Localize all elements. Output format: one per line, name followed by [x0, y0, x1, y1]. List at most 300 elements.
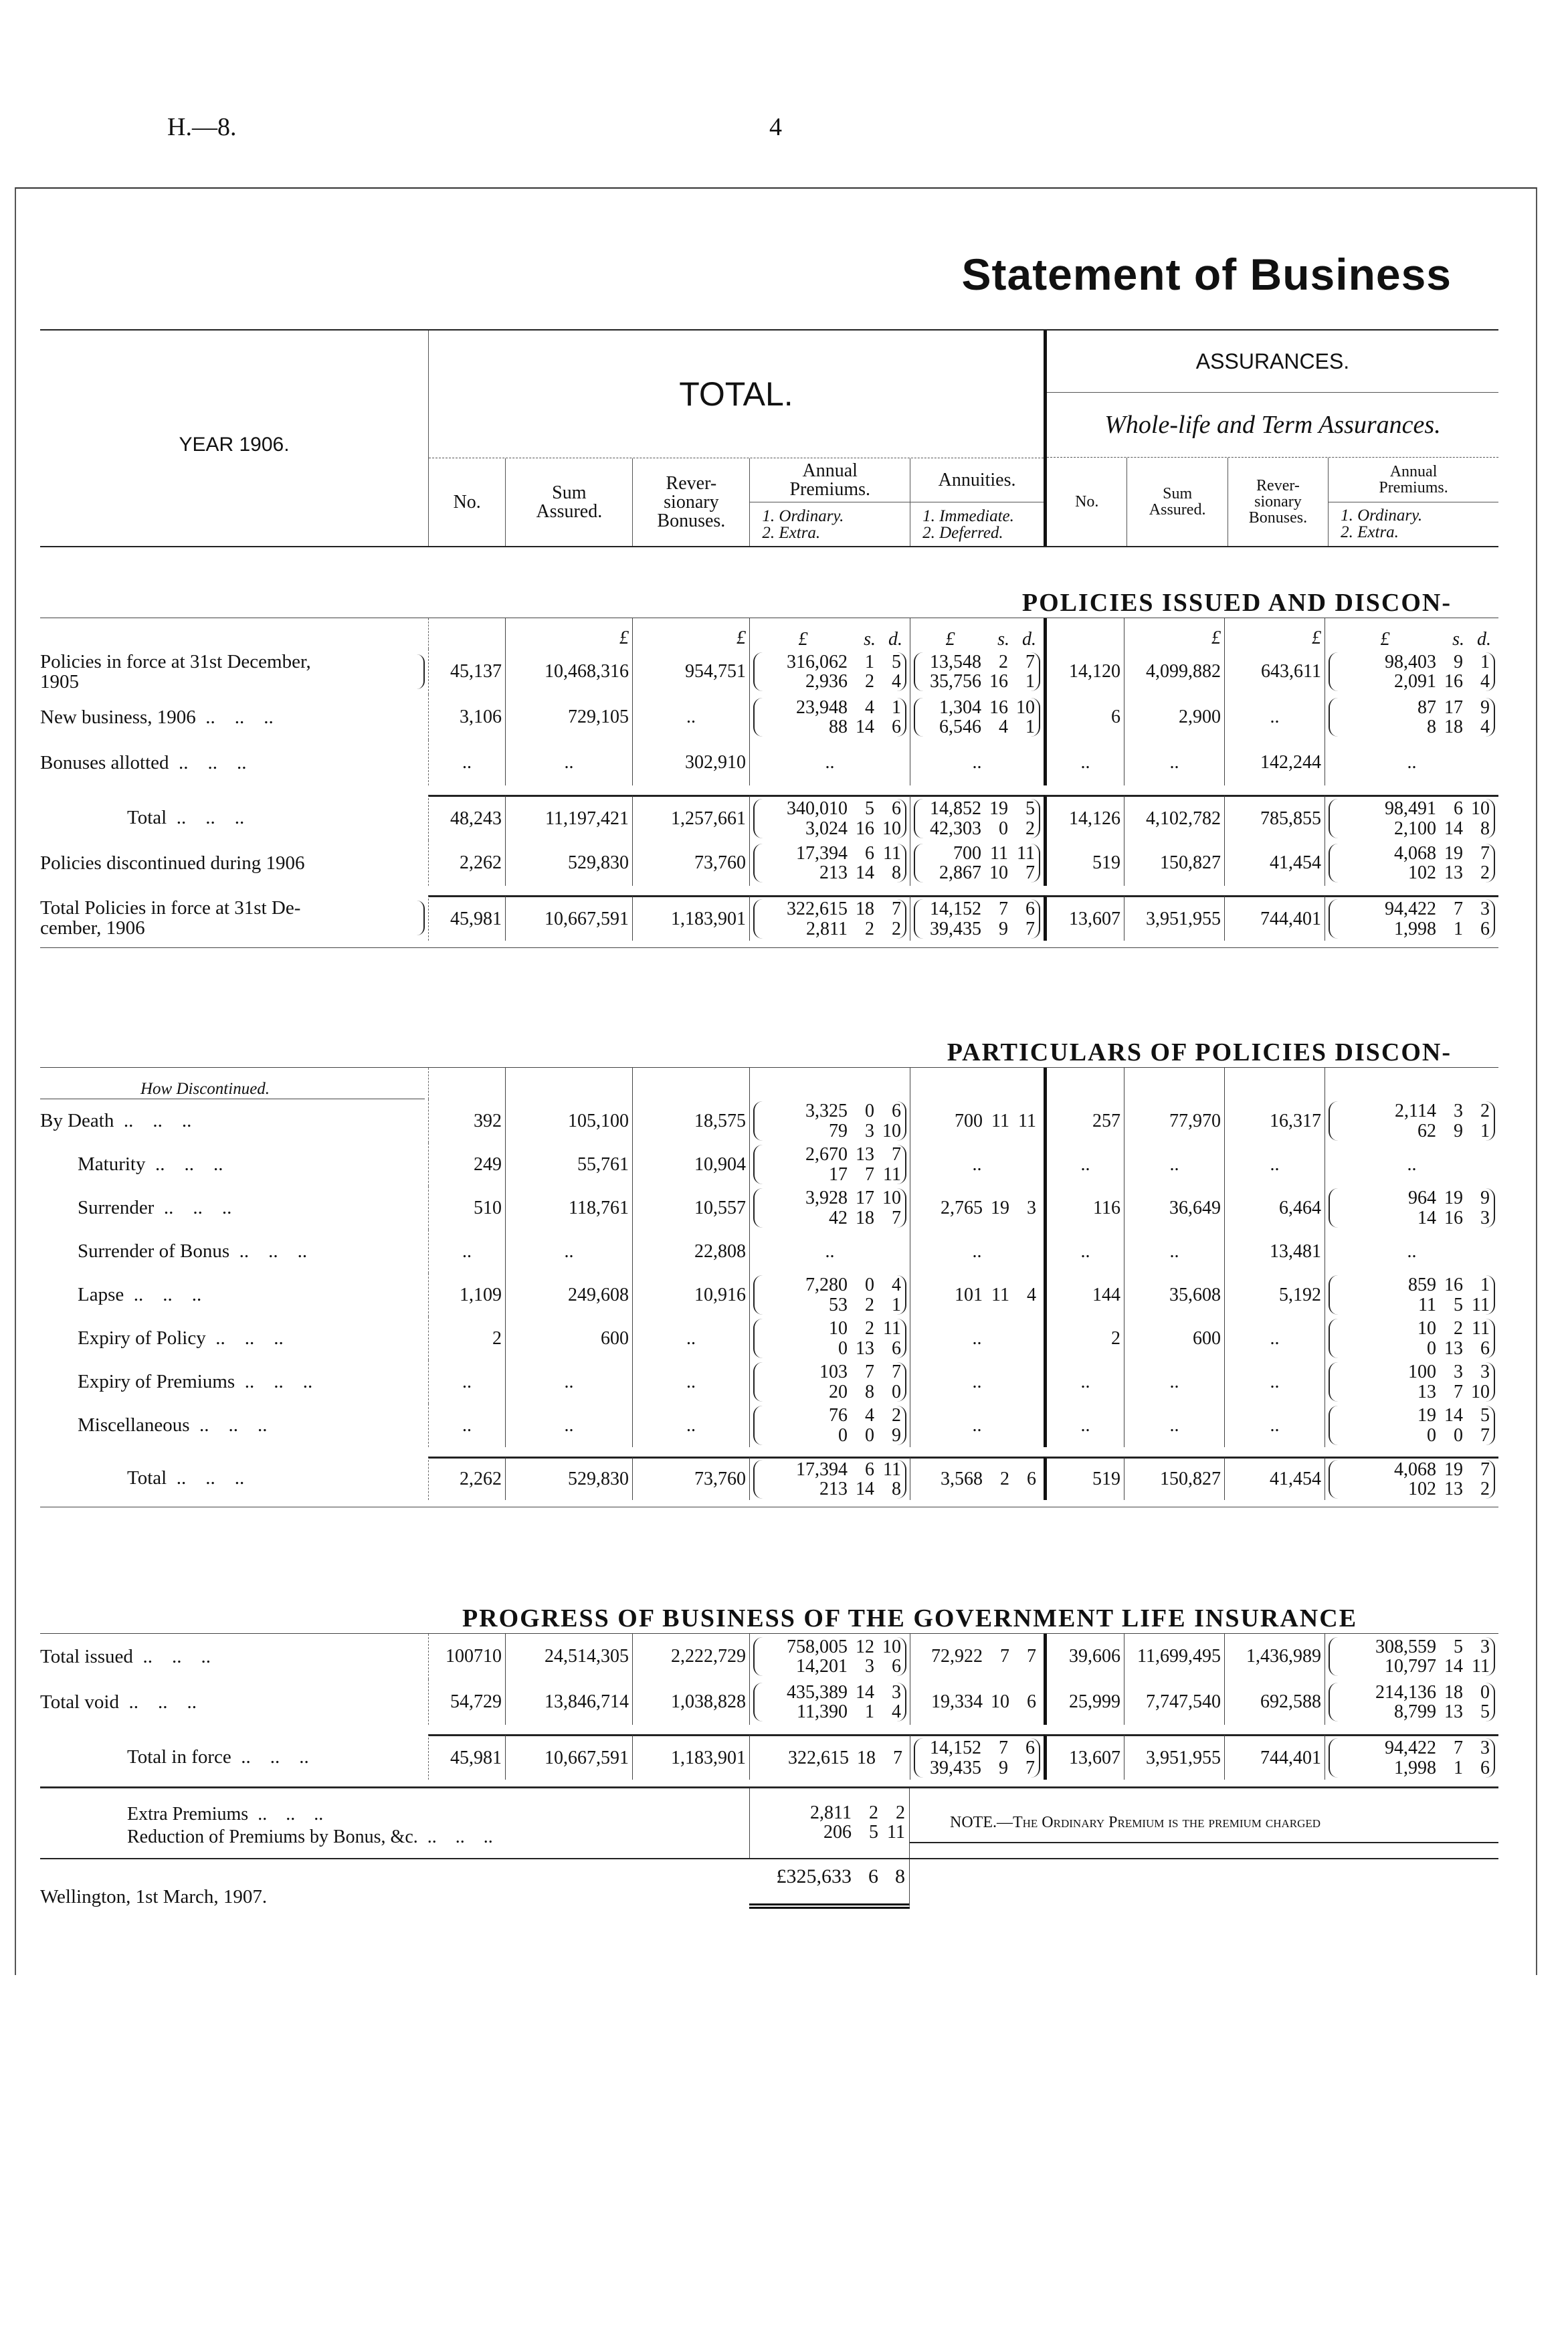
annual-premiums-line — [759, 1362, 901, 1382]
a-annual-premiums-line — [1334, 1426, 1490, 1445]
a-number-value: 519 — [1092, 1469, 1120, 1489]
pounds: 94,422 — [1385, 899, 1436, 920]
shillings: 6 — [865, 1459, 874, 1480]
number-cell — [428, 740, 505, 785]
units-psd — [914, 630, 1040, 649]
sum-assured-cell — [505, 1186, 632, 1230]
pounds: 17 — [829, 1163, 848, 1185]
annual-premiums-cell — [749, 795, 910, 840]
shillings: 18 — [857, 1747, 876, 1768]
a-number-cell — [1044, 1099, 1124, 1143]
pence: 3 — [1027, 1197, 1036, 1218]
shillings: 19 — [1444, 1459, 1463, 1480]
sum-assured-cell — [505, 1634, 632, 1679]
sum-assured-cell — [505, 895, 632, 941]
number-value: 1,109 — [460, 1284, 502, 1305]
sum-assured-cell — [505, 1457, 632, 1500]
sum-assured-value: 10,667,591 — [545, 908, 629, 929]
a-annual-premiums-line — [1334, 1382, 1490, 1402]
pence: 3 — [1480, 1207, 1490, 1228]
pounds: 3,928 — [805, 1188, 848, 1209]
pounds: 964 — [1408, 1188, 1436, 1209]
shillings: 16 — [856, 818, 874, 839]
shillings: 17 — [856, 1188, 874, 1209]
a-sum-assured-value: 35,608 — [1169, 1284, 1221, 1305]
col-a-reversionary-bonuses: Rever- sionary Bonuses. — [1228, 458, 1328, 546]
reversionary-bonuses-value: 10,557 — [694, 1197, 746, 1218]
reversionary-bonuses-cell — [632, 895, 749, 941]
a-reversionary-bonuses-value: .. — [1270, 1327, 1280, 1349]
annuities-cell — [910, 1679, 1044, 1725]
annual-premiums-amounts — [753, 1362, 906, 1402]
a-sum-assured-value: .. — [1169, 752, 1179, 773]
a-reversionary-bonuses-value: .. — [1270, 1153, 1280, 1175]
a-annual-premiums-cell — [1325, 1186, 1498, 1230]
pence: 5 — [892, 651, 901, 672]
number-value: .. — [462, 1371, 472, 1392]
pence: 1 — [1480, 1275, 1490, 1296]
sum-assured-cell — [505, 1734, 632, 1780]
pounds: 758,005 — [787, 1636, 848, 1657]
pence: 2 — [1480, 1101, 1490, 1122]
annual-premiums-line — [759, 1406, 901, 1425]
a-annual-premiums-amounts — [1329, 1683, 1495, 1722]
table-header — [40, 329, 1498, 547]
pounds: 13,548 — [930, 651, 981, 672]
annual-premiums-line — [759, 1479, 901, 1499]
pence: 6 — [1027, 1469, 1036, 1490]
units-cell — [1044, 618, 1124, 649]
shillings: 5 — [865, 798, 874, 820]
a-sum-assured-cell — [1124, 1734, 1224, 1780]
number-cell — [428, 1734, 505, 1780]
shillings: 7 — [865, 1362, 874, 1383]
shillings: 6 — [865, 842, 874, 864]
pounds: 1,998 — [1394, 1757, 1436, 1778]
row-label-wrap — [40, 1241, 425, 1261]
pounds: 10 — [829, 1318, 848, 1339]
a-number-cell — [1044, 1317, 1124, 1360]
row-label-wrap — [40, 898, 425, 939]
how-discontinued-heading: How Discontinued. — [40, 1068, 425, 1099]
pence: 11 — [1018, 1110, 1036, 1131]
units-cell — [428, 1068, 505, 1099]
a-sum-assured-cell — [1124, 1679, 1224, 1725]
pounds: 2,811 — [810, 1802, 852, 1823]
pence: 3 — [1480, 1362, 1490, 1383]
pounds: 7,280 — [805, 1275, 848, 1296]
annual-premiums-line — [759, 799, 901, 818]
reversionary-bonuses-cell — [632, 1143, 749, 1186]
row-label-wrap — [40, 652, 425, 692]
label-brace — [417, 901, 425, 935]
pounds: 102 — [1408, 862, 1436, 883]
pence: 5 — [1480, 1405, 1490, 1426]
pence: 6 — [892, 798, 901, 820]
annual-premiums-line — [759, 672, 901, 691]
annuities-cell — [910, 1317, 1044, 1360]
a-number-value: 519 — [1092, 852, 1120, 873]
row-label-cell — [40, 1273, 428, 1317]
a-annual-premiums-amounts — [1329, 1406, 1495, 1445]
row-label-cell — [40, 1634, 428, 1679]
sum-assured-cell — [505, 1143, 632, 1186]
pence: 10 — [1016, 696, 1035, 718]
annual-premiums-amounts — [753, 1275, 906, 1315]
pounds: 98,491 — [1385, 798, 1436, 820]
a-reversionary-bonuses-value: .. — [1270, 1414, 1280, 1436]
reversionary-bonuses-cell — [632, 694, 749, 740]
a-reversionary-bonuses-value: 142,244 — [1260, 752, 1321, 773]
shillings: 19 — [989, 798, 1008, 820]
annual-premiums-line — [759, 1460, 901, 1479]
row-label: Total issued .. — [40, 1647, 211, 1667]
annual-premiums-cell — [749, 1143, 910, 1186]
a-number-value: .. — [1080, 1240, 1090, 1262]
a-annual-premiums-line — [1334, 1362, 1490, 1382]
pounds: 103 — [819, 1362, 848, 1383]
shillings: 13 — [856, 1144, 874, 1165]
premium-sub-ordinary: 1. Ordinary. — [762, 506, 844, 525]
shillings: 5 — [869, 1822, 878, 1843]
annual-premiums-amounts — [753, 1748, 906, 1768]
a-annual-premiums-cell — [1325, 1273, 1498, 1317]
annual-premiums-line — [759, 1319, 901, 1338]
shillings: 18 — [856, 899, 874, 920]
annuities-line — [918, 1285, 1036, 1305]
pence: 11 — [883, 1163, 901, 1185]
pounds: 8 — [1427, 717, 1436, 737]
a-number-value: 25,999 — [1069, 1691, 1120, 1712]
shillings: 3 — [865, 1120, 874, 1141]
a-reversionary-bonuses-value: 41,454 — [1270, 1469, 1321, 1489]
pence: 6 — [1480, 1337, 1490, 1359]
a-reversionary-bonuses-value: 16,317 — [1270, 1110, 1321, 1131]
pound-unit: £ — [737, 628, 746, 648]
a-reversionary-bonuses-cell — [1224, 1404, 1325, 1447]
pounds: 98,403 — [1385, 651, 1436, 672]
shillings: 19 — [991, 1197, 1009, 1218]
number-cell — [428, 795, 505, 840]
a-reversionary-bonuses-cell — [1224, 1143, 1325, 1186]
shillings: 14 — [856, 862, 874, 883]
a-reversionary-bonuses-cell — [1224, 795, 1325, 840]
a-sum-assured-value: .. — [1169, 1414, 1179, 1436]
a-annual-premiums-cell — [1325, 1317, 1498, 1360]
annual-premiums-amounts — [753, 698, 906, 737]
a-annual-premiums-value: .. — [1407, 1240, 1417, 1262]
a-reversionary-bonuses-cell — [1224, 1317, 1325, 1360]
pounds: 14,201 — [796, 1656, 848, 1677]
a-sum-assured-cell — [1124, 1404, 1224, 1447]
shillings: 4 — [865, 1405, 874, 1426]
a-sum-assured-cell — [1124, 1317, 1224, 1360]
shillings: 18 — [856, 1207, 874, 1228]
row-label-cell — [40, 1317, 428, 1360]
pence: 10 — [882, 1188, 901, 1209]
a-annual-premiums-line — [1334, 717, 1490, 737]
pence: 3 — [892, 1681, 901, 1703]
shillings: 7 — [1000, 1646, 1009, 1667]
number-value: 249 — [474, 1153, 502, 1175]
shillings: 14 — [856, 1479, 874, 1499]
reversionary-bonuses-cell — [632, 1457, 749, 1500]
annuities-cell — [910, 795, 1044, 840]
annuities-line — [918, 1469, 1036, 1489]
annuities-cell — [910, 1734, 1044, 1780]
a-annual-premiums-amounts — [1329, 698, 1495, 737]
shillings: 13 — [1444, 1701, 1463, 1722]
pence: 11 — [1472, 1294, 1490, 1315]
pounds: 87 — [1417, 696, 1436, 718]
annual-premiums-line — [759, 1208, 901, 1228]
shillings: 14 — [1444, 818, 1463, 839]
assurances-subcolumns — [1047, 458, 1498, 546]
annuities-value: .. — [972, 1240, 982, 1262]
shillings: 1 — [865, 1701, 874, 1722]
number-value: .. — [462, 1414, 472, 1436]
table-row — [40, 1186, 1498, 1230]
pence: 6 — [892, 1101, 901, 1122]
shillings: 7 — [1454, 1381, 1463, 1402]
number-value: 45,981 — [450, 1747, 502, 1768]
shillings: 9 — [999, 1757, 1008, 1778]
a-sum-assured-value: 2,900 — [1179, 707, 1221, 727]
a-reversionary-bonuses-value: .. — [1270, 1371, 1280, 1392]
pounds: 4,068 — [1394, 842, 1436, 864]
pence: 6 — [892, 1337, 901, 1359]
col-annuities — [910, 458, 1044, 546]
annual-premiums-cell — [749, 1186, 910, 1230]
shillings: 9 — [1454, 1120, 1463, 1141]
pounds: 2,091 — [1394, 671, 1436, 692]
row-label: Total Policies in force at 31st De- cember, 1906 — [40, 897, 301, 939]
sum-assured-cell — [505, 1230, 632, 1273]
annual-premiums-line — [759, 717, 901, 737]
a-sum-assured-value: 150,827 — [1160, 1469, 1221, 1489]
row-label: Expiry of Premiums .. — [40, 1372, 312, 1392]
row-label-cell — [40, 1186, 428, 1230]
pence: 9 — [1480, 1188, 1490, 1209]
pounds: 2,100 — [1394, 818, 1436, 839]
shillings: 13 — [1444, 1479, 1463, 1499]
a-premium-sub-extra: 2. Extra. — [1341, 523, 1399, 542]
units-line — [757, 630, 902, 649]
shillings: 2 — [865, 1318, 874, 1339]
a-annual-premiums-cell — [1325, 1404, 1498, 1447]
pence: 0 — [1480, 1681, 1490, 1703]
section-end-rule — [40, 1500, 1498, 1507]
annual-premiums-cell — [749, 1273, 910, 1317]
a-sum-assured-cell — [1124, 1457, 1224, 1500]
annuities-value: .. — [972, 1327, 982, 1349]
shillings: 13 — [1444, 862, 1463, 883]
total-group-title: TOTAL. — [429, 331, 1044, 458]
annuities-cell — [910, 1634, 1044, 1679]
units-cell — [1224, 618, 1325, 649]
row-label: Total .. — [40, 1468, 244, 1488]
col-a-annual-premiums-title: Annual Premiums. — [1329, 458, 1498, 502]
table-row — [40, 795, 1498, 840]
table-row — [40, 1099, 1498, 1143]
pound-unit: £ — [945, 628, 955, 650]
annuities-value: .. — [972, 752, 982, 773]
pounds: 10 — [1417, 1318, 1436, 1339]
assurances-group-title: ASSURANCES. — [1047, 331, 1498, 393]
pound-unit: £ — [1380, 628, 1390, 650]
reversionary-bonuses-value: 18,575 — [694, 1110, 746, 1131]
pounds: 100 — [1408, 1362, 1436, 1383]
row-label: Surrender .. — [40, 1198, 231, 1218]
row-label-wrap — [40, 1198, 425, 1218]
a-annual-premiums-line — [1334, 844, 1490, 863]
pence: 4 — [1480, 717, 1490, 737]
table-row — [40, 1360, 1498, 1404]
a-number-value: 14,126 — [1069, 808, 1120, 829]
annual-premiums-line — [759, 1101, 901, 1121]
a-annual-premiums-line — [1334, 1406, 1490, 1425]
units-cell — [428, 618, 505, 649]
reversionary-bonuses-cell — [632, 1230, 749, 1273]
shillings: 16 — [989, 696, 1008, 718]
reversionary-bonuses-cell — [632, 1273, 749, 1317]
shillings: 19 — [1444, 842, 1463, 864]
table-row — [40, 1457, 1498, 1500]
row-label-wrap — [40, 1372, 425, 1392]
annuities-amounts — [914, 1198, 1040, 1218]
shillings: 14 — [856, 1681, 874, 1703]
pence: 11 — [883, 1459, 901, 1480]
units-psd — [1329, 630, 1495, 649]
a-reversionary-bonuses-value: 13,481 — [1270, 1240, 1321, 1262]
pounds: 88 — [829, 717, 848, 737]
shillings: 11 — [991, 1110, 1009, 1131]
a-number-cell — [1044, 1360, 1124, 1404]
a-number-cell — [1044, 694, 1124, 740]
extras-labels — [40, 1788, 749, 1858]
pence: 6 — [1480, 1757, 1490, 1778]
annuities-line — [919, 863, 1035, 882]
a-reversionary-bonuses-cell — [1224, 1099, 1325, 1143]
col-a-annual-premiums-sub — [1329, 502, 1498, 547]
pounds: 8,799 — [1394, 1701, 1436, 1722]
pence: 1 — [892, 696, 901, 718]
annual-premiums-line — [759, 1426, 901, 1445]
pounds: 14 — [1417, 1207, 1436, 1228]
units-cell — [40, 1068, 428, 1099]
a-sum-assured-cell — [1124, 649, 1224, 694]
pounds: 94,422 — [1385, 1738, 1436, 1759]
shillings: 2 — [1454, 1318, 1463, 1339]
annuities-value: .. — [972, 1414, 982, 1436]
annuities-cell — [910, 1186, 1044, 1230]
annuities-cell — [910, 1360, 1044, 1404]
row-label: Total void .. — [40, 1692, 197, 1712]
a-reversionary-bonuses-value: 6,464 — [1279, 1197, 1321, 1218]
a-sum-assured-cell — [1124, 694, 1224, 740]
pounds: 3,325 — [805, 1101, 848, 1122]
label-brace — [417, 654, 425, 689]
a-annual-premiums-line — [1334, 863, 1490, 882]
annuities-value: .. — [972, 1153, 982, 1175]
a-annual-premiums-line — [1334, 899, 1490, 919]
a-annual-premiums-line — [1334, 1275, 1490, 1295]
annuities-cell — [910, 694, 1044, 740]
a-sum-assured-value: 77,970 — [1169, 1110, 1221, 1131]
a-annual-premiums-amounts — [1329, 652, 1495, 692]
annuities-amounts — [914, 1692, 1040, 1711]
table-row — [40, 1734, 1498, 1780]
shillings: 18 — [1444, 717, 1463, 737]
a-number-value: 39,606 — [1069, 1646, 1120, 1667]
annuities-line — [918, 1692, 1036, 1711]
reversionary-bonuses-value: 73,760 — [694, 1469, 746, 1489]
annual-premiums-line — [759, 844, 901, 863]
pounds: 19,334 — [931, 1691, 983, 1713]
reversionary-bonuses-cell — [632, 1679, 749, 1725]
units-cell — [1044, 1068, 1124, 1099]
annuities-amounts — [914, 1647, 1040, 1666]
pounds: 19 — [1417, 1405, 1436, 1426]
pounds: 79 — [829, 1120, 848, 1141]
pounds: 0 — [1427, 1337, 1436, 1359]
annual-premiums-line — [759, 1683, 901, 1702]
units-cell — [1124, 1068, 1224, 1099]
table-row — [40, 740, 1498, 785]
shillings: 3 — [1454, 1101, 1463, 1122]
shillings: 9 — [1454, 651, 1463, 672]
sum-assured-value: 11,197,421 — [545, 808, 629, 829]
number-value: 100710 — [446, 1646, 502, 1667]
shillings: 6 — [1454, 798, 1463, 820]
shillings: 2 — [1000, 1469, 1009, 1490]
row-label-wrap — [40, 1747, 425, 1767]
table-row — [40, 1404, 1498, 1447]
annuities-amounts — [914, 899, 1040, 939]
number-value: 2,262 — [460, 852, 502, 873]
a-sum-assured-cell — [1124, 1186, 1224, 1230]
number-cell — [428, 840, 505, 886]
a-number-cell — [1044, 1273, 1124, 1317]
pounds: 2,867 — [939, 862, 981, 883]
pounds: 3,568 — [941, 1469, 983, 1490]
shillings: 14 — [1444, 1405, 1463, 1426]
pounds: 23,948 — [796, 696, 848, 718]
document-reference: H.—8. — [167, 113, 237, 141]
a-number-value: 14,120 — [1069, 661, 1120, 682]
pence: 1 — [1480, 651, 1490, 672]
annual-premiums-amounts — [753, 1188, 906, 1228]
a-annual-premiums-line — [1334, 698, 1490, 717]
pounds: 101 — [955, 1284, 983, 1305]
pence: 11 — [1472, 1318, 1490, 1339]
shillings: 2 — [865, 671, 874, 692]
row-label-cell — [40, 740, 428, 785]
shillings: 10 — [991, 1691, 1009, 1713]
pounds: 213 — [819, 862, 848, 883]
sum-assured-value: 10,667,591 — [545, 1747, 629, 1768]
pounds: 14,152 — [930, 899, 981, 920]
a-annual-premiums-amounts — [1329, 1101, 1495, 1141]
reversionary-bonuses-value: .. — [686, 1414, 696, 1436]
col-annuities-sub — [910, 502, 1044, 546]
a-number-cell — [1044, 1143, 1124, 1186]
place-and-date: Wellington, 1st March, 1907. — [40, 1886, 268, 1907]
a-annual-premiums-amounts — [1329, 1738, 1495, 1778]
annuities-line — [919, 799, 1035, 818]
number-cell — [428, 1099, 505, 1143]
annuities-line — [919, 1758, 1035, 1778]
